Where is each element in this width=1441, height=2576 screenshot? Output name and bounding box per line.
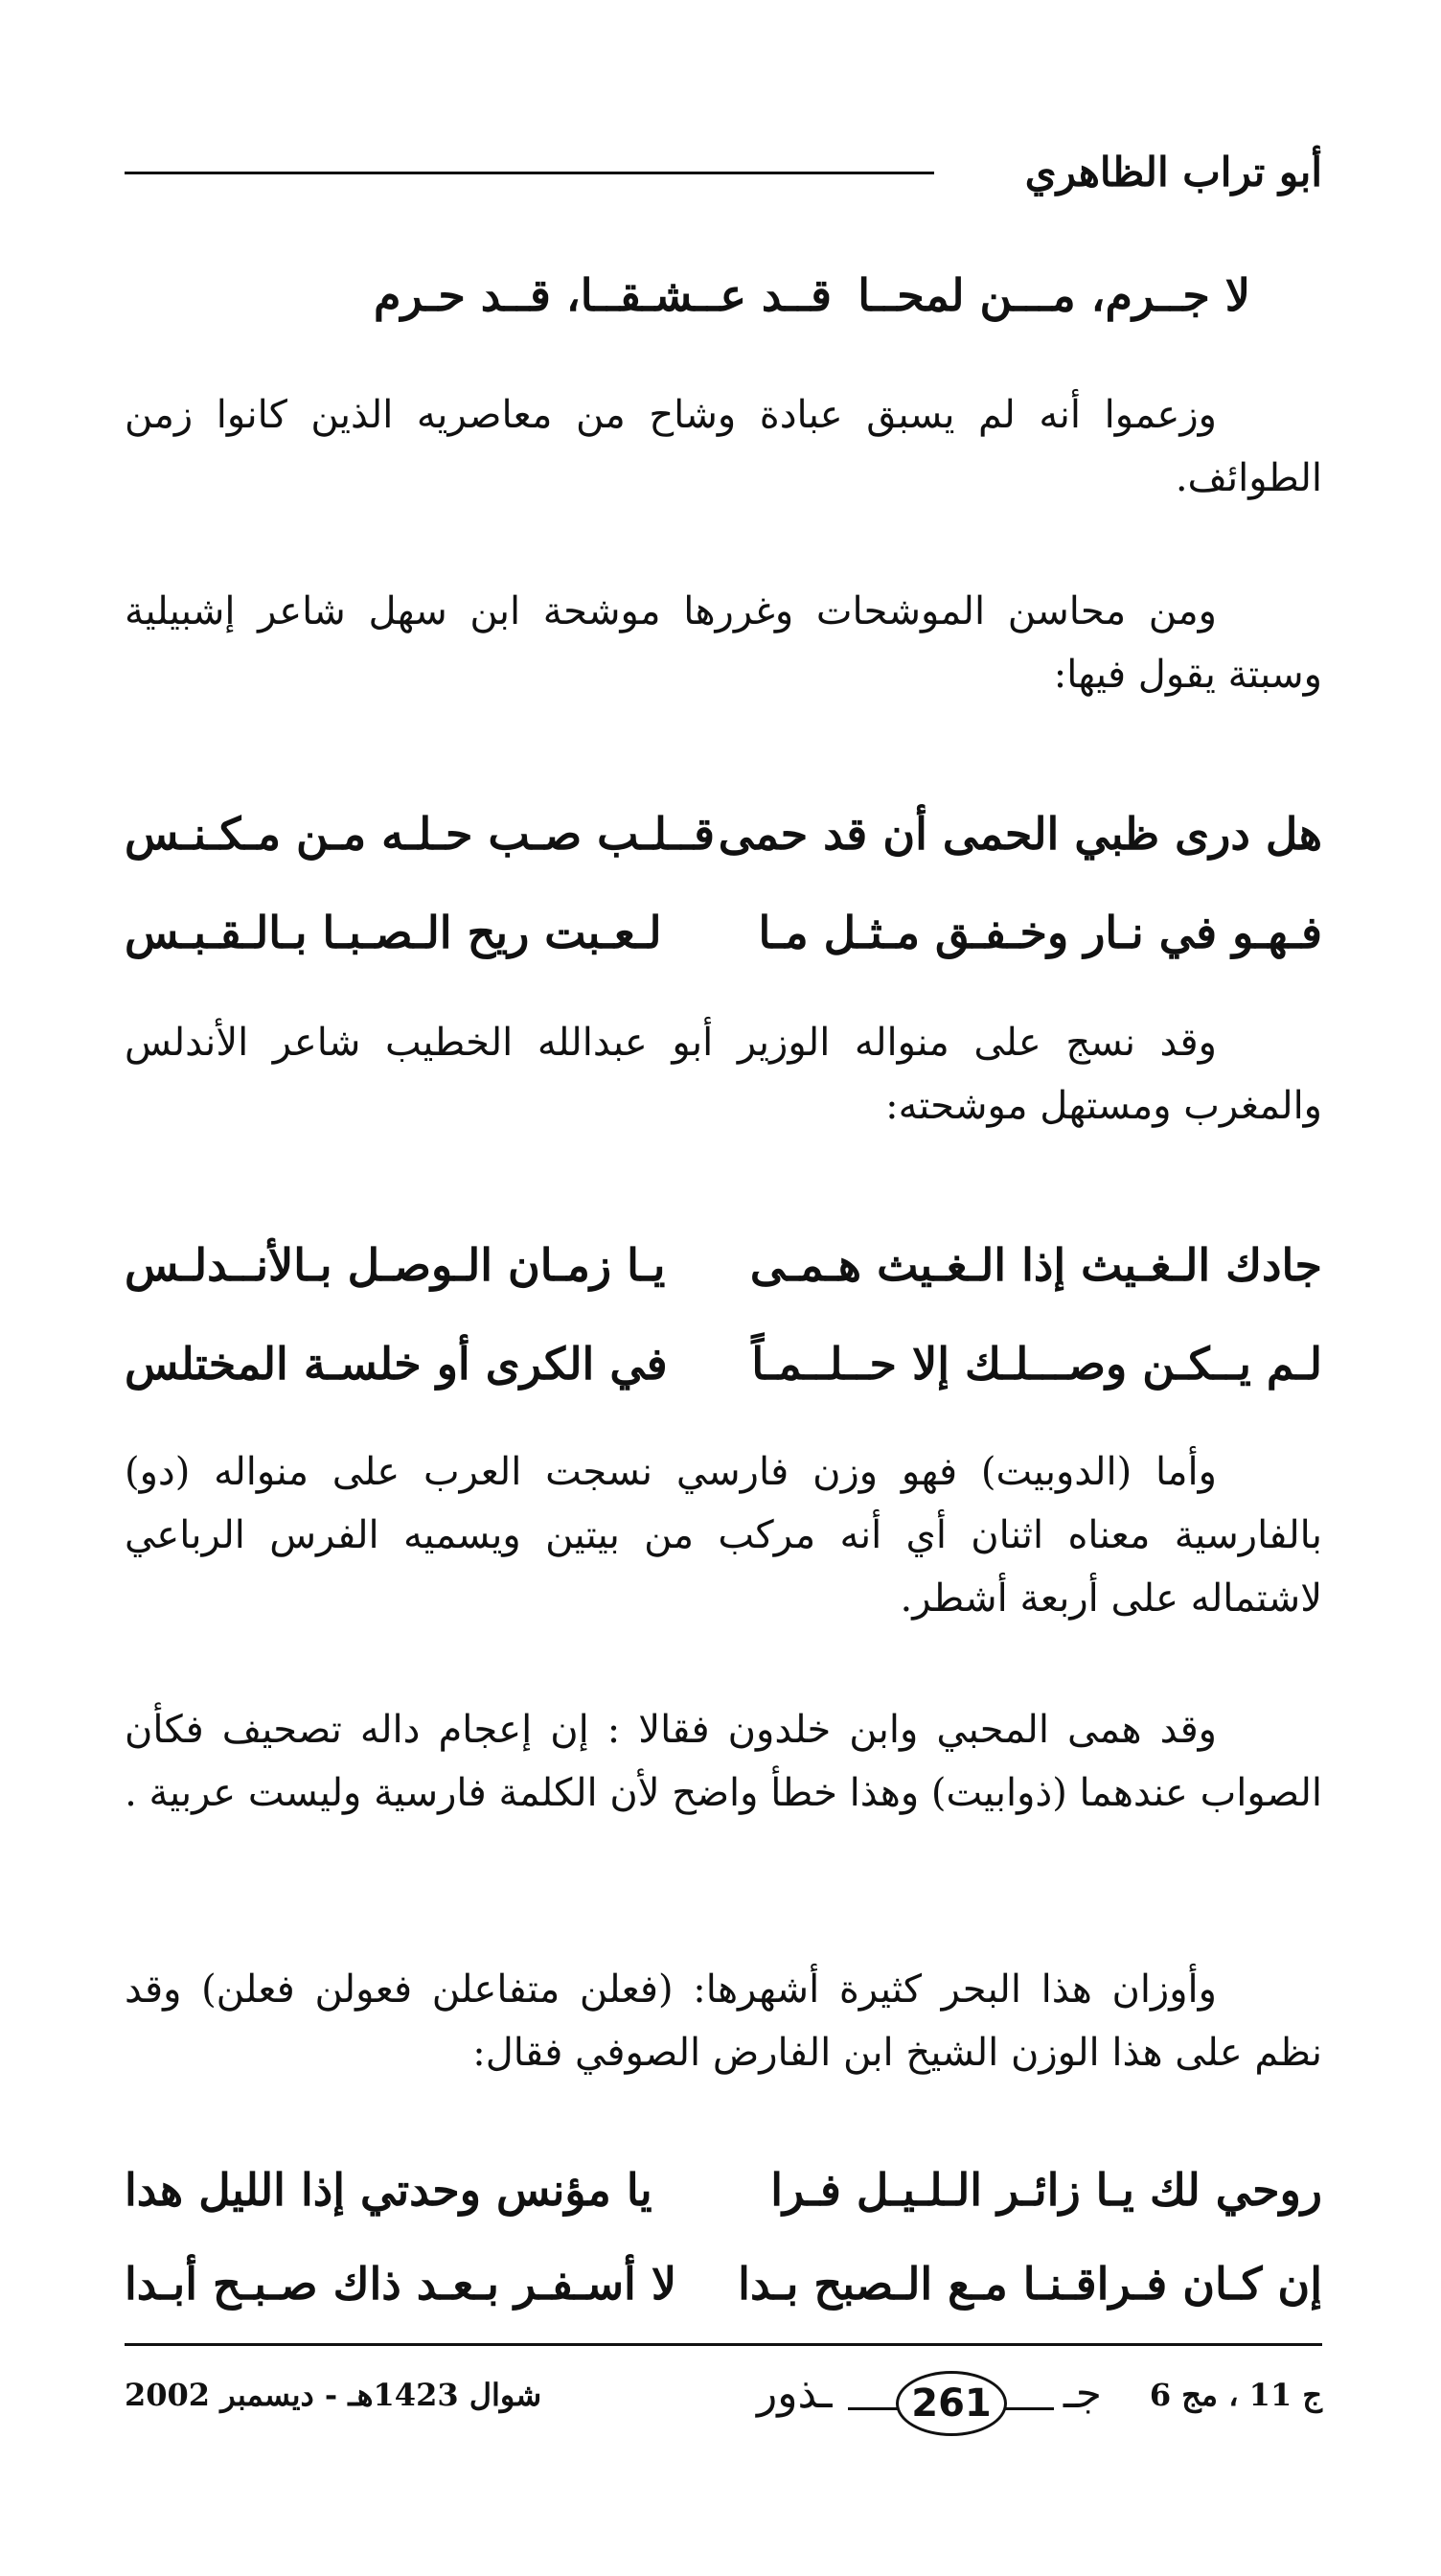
header-author: أبو تراب الظاهري bbox=[1024, 149, 1322, 196]
verse-hemistich-left: قــلـب صـب حـلـه مـن مـكـنـس bbox=[125, 808, 715, 860]
masthead-left-text: ـذور bbox=[757, 2369, 833, 2418]
verse-hemistich-left: يـا زمـان الـوصـل بـالأنــدلـس bbox=[125, 1239, 666, 1291]
paragraph-4 bbox=[125, 1440, 1322, 1630]
masthead-right-text: جـ bbox=[1063, 2369, 1102, 2418]
footer-issue: ج 11 ، مج 6 bbox=[1149, 2377, 1322, 2413]
journal-masthead bbox=[757, 2359, 1102, 2446]
verse-line-4 bbox=[125, 1227, 1322, 1303]
verse-line-6 bbox=[125, 2151, 1322, 2228]
verse-hemistich-right: روحي لك يـا زائـر الـلـيـل فـرا bbox=[770, 2164, 1322, 2216]
footer-date: شوال 1423هـ - ديسمبر 2002 bbox=[125, 2377, 542, 2413]
verse-line-3 bbox=[125, 894, 1322, 971]
paragraph-4-text: وأما (الدوبيت) فهو وزن فارسي نسجت العرب على منواله (دو) بالفارسية معناه اثنان أي أنه مركب من بيتين ويسميه الفرس الرباعي لاشتماله على أربعة أشطر. bbox=[125, 1450, 1322, 1621]
verse-line-2 bbox=[125, 795, 1322, 872]
paragraph-2 bbox=[125, 580, 1322, 706]
paragraph-6-text: وأوزان هذا البحر كثيرة أشهرها: (فعلن متفاعلن فعولن فعلن) وقد نظم على هذا الوزن الشيخ ابن الفارض الصوفي فقال: bbox=[125, 1967, 1322, 2075]
verse-hemistich-right: لا جــرم، مـــن لمحــا bbox=[858, 269, 1250, 321]
page-footer bbox=[125, 2359, 1322, 2465]
verse-hemistich-left: لا أسـفـر بـعـد ذاك صـبـح أبـدا bbox=[125, 2258, 677, 2310]
verse-hemistich-left: يا مؤنس وحدتي إذا الليل هدا bbox=[125, 2164, 652, 2216]
paragraph-2-text: ومن محاسن الموشحات وغررها موشحة ابن سهل شاعر إشبيلية وسبتة يقول فيها: bbox=[125, 589, 1322, 697]
verse-hemistich-right: جادك الـغـيث إذا الـغـيث هـمـى bbox=[749, 1239, 1322, 1291]
paragraph-1-text: وزعموا أنه لم يسبق عبادة وشاح من معاصريه الذين كانوا زمن الطوائف. bbox=[125, 393, 1322, 500]
verse-hemistich-left: في الكرى أو خلسـة المختلس bbox=[125, 1338, 668, 1390]
header-rule bbox=[125, 172, 934, 174]
paragraph-5-text: وقد همى المحبي وابن خلدون فقالا : إن إعجام داله تصحيف فكأن الصواب عندهما (ذوابيت) وهذا خطأ واضح لأن الكلمة فارسية وليست عربية . bbox=[125, 1708, 1322, 1815]
paragraph-3-text: وقد نسج على منواله الوزير أبو عبدالله الخطيب شاعر الأندلس والمغرب ومستهل موشحته: bbox=[125, 1021, 1322, 1128]
verse-hemistich-right: إن كـان فـراقـنـا مـع الـصبح بـدا bbox=[738, 2258, 1322, 2310]
paragraph-5 bbox=[125, 1698, 1322, 1825]
verse-hemistich-right: فـهـو في نـار وخـفـق مـثـل مـا bbox=[758, 907, 1322, 958]
verse-hemistich-left: قــد عــشـقــا، قــد حـرم bbox=[374, 269, 832, 321]
paragraph-3 bbox=[125, 1011, 1322, 1138]
paragraph-1 bbox=[125, 383, 1322, 510]
verse-hemistich-right: هل درى ظبي الحمى أن قد حمى bbox=[718, 808, 1322, 860]
verse-hemistich-right: لـم يــكـن وصـــلـك إلا حــلــمـاً bbox=[751, 1338, 1322, 1390]
running-header bbox=[125, 144, 1322, 201]
verse-hemistich-left: لـعـبت ريح الـصـبـا بـالـقـبـس bbox=[125, 907, 662, 958]
verse-line-1 bbox=[125, 257, 1322, 334]
footer-rule bbox=[125, 2343, 1322, 2346]
paragraph-6 bbox=[125, 1958, 1322, 2084]
verse-line-5 bbox=[125, 1325, 1322, 1402]
verse-line-7 bbox=[125, 2245, 1322, 2322]
page-number: 261 bbox=[896, 2371, 1007, 2436]
